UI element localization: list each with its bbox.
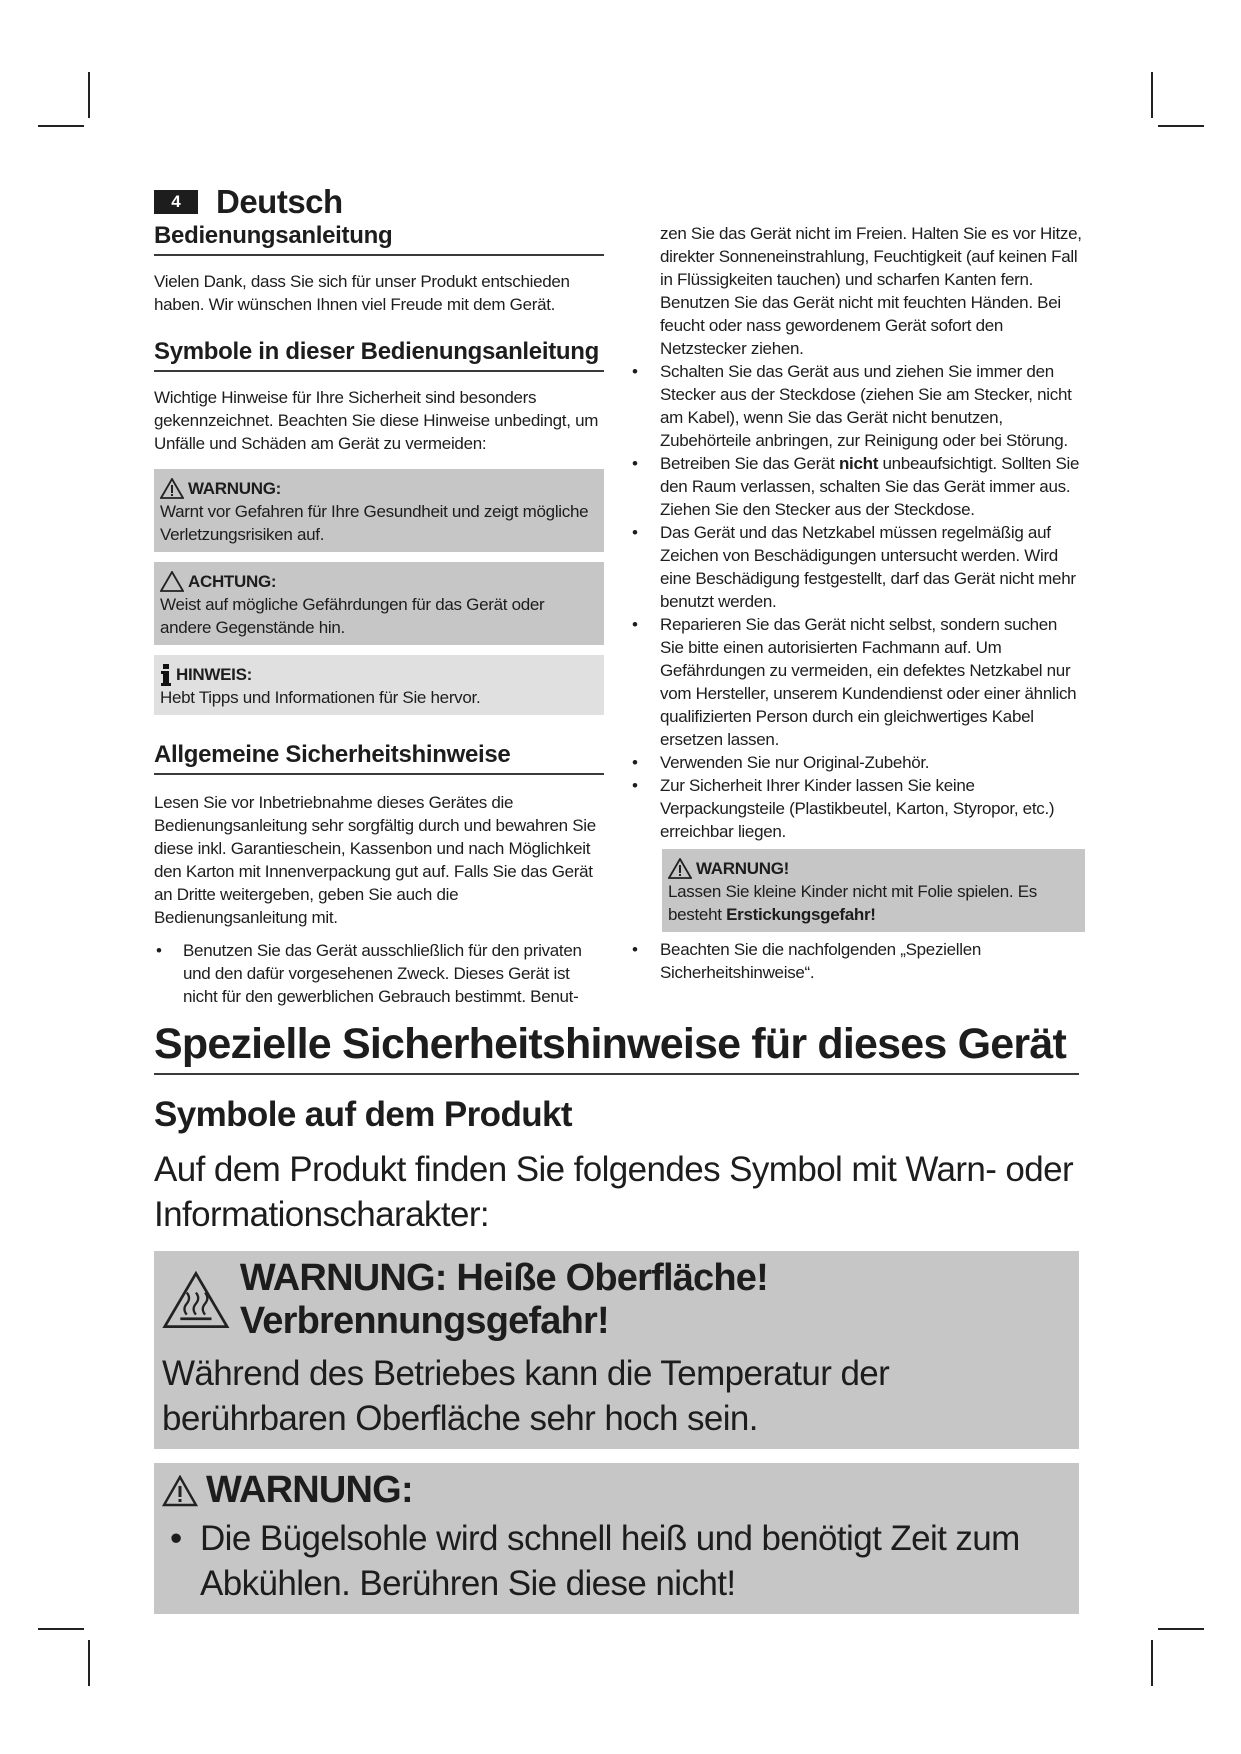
iron-sole-warning-title-row: [162, 1469, 1071, 1512]
product-symbols-title: Symbole auf dem Produkt: [154, 1095, 572, 1134]
list-item: • Zur Sicherheit Ihrer Kinder lassen Sie keine Verpackungsteile (Plastikbeutel, Karton, Styropor, etc.) erreichbar liegen.: [632, 776, 1055, 841]
list-item: • Verwenden Sie nur Original-Zubehör.: [632, 753, 930, 772]
hot-surface-warning-text: Während des Betriebes kann die Temperatur der berührbaren Oberfläche sehr hoch sein.: [162, 1354, 890, 1438]
warning-triangle-icon: [668, 858, 692, 879]
section-title-manual: Bedienungsanleitung: [154, 222, 604, 256]
crop-mark: [1151, 1640, 1153, 1686]
hot-surface-warning-title-row: [162, 1257, 1071, 1343]
hot-surface-icon: [162, 1268, 230, 1332]
list-item: • Reparieren Sie das Gerät nicht selbst, sondern suchen Sie bitte einen autorisierten Fachmann auf. Um Gefährdungen zu vermeiden, ein defektes Netzkabel nur vom Hersteller, unserem Kundendienst oder einer ähnlich qualifizierten Person durch ein gleichwertiges Kabel ersetzen lassen.: [632, 615, 1077, 749]
special-hint-bullet-list: [630, 938, 1085, 984]
crop-mark: [1158, 1628, 1204, 1630]
note-title: HINWEIS:: [176, 665, 252, 684]
hot-surface-warning-box: [154, 1251, 1079, 1449]
crop-mark: [38, 125, 84, 127]
warning-text: Warnt vor Gefahren für Ihre Gesundheit und zeigt mögliche Verletzungsrisiken auf.: [160, 502, 589, 544]
special-section-title: Spezielle Sicherheitshinweise für dieses Gerät: [154, 1020, 1079, 1075]
right-column: [630, 222, 1085, 984]
suffocation-warning-box: [662, 849, 1085, 932]
warning-triangle-icon: [160, 478, 184, 499]
suffocation-warning-text: Lassen Sie kleine Kinder nicht mit Folie spielen. Es besteht Erstickungsgefahr!: [668, 882, 1037, 924]
caution-title: ACHTUNG:: [188, 572, 277, 591]
left-column: [154, 222, 604, 1008]
section-title-symbols: Symbole in dieser Bedienungsanleitung: [154, 338, 604, 372]
note-box: [154, 655, 604, 715]
suffocation-warning-title-row: [668, 857, 1079, 880]
caution-box: [154, 562, 604, 645]
info-icon: [160, 664, 172, 686]
note-text: Hebt Tipps und Informationen für Sie hervor.: [160, 688, 481, 707]
crop-mark: [88, 72, 90, 118]
product-symbols-intro: Auf dem Produkt finden Sie folgendes Symbol mit Warn- oder Informationscharakter:: [154, 1150, 1074, 1234]
crop-mark: [88, 1640, 90, 1686]
list-item: • Betreiben Sie das Gerät nicht unbeaufsichtigt. Sollten Sie den Raum verlassen, schalten Sie das Gerät immer aus. Ziehen Sie den Stecker aus der Steckdose.: [632, 454, 1080, 519]
caution-box-title: [160, 570, 598, 593]
list-item: • Die Bügelsohle wird schnell heiß und benötigt Zeit zum Abkühlen. Berühren Sie diese nicht!: [170, 1519, 1020, 1603]
page-language: Deutsch: [216, 183, 343, 220]
note-box-title: [160, 663, 598, 686]
list-item: • Beachten Sie die nachfolgenden „Speziellen Sicherheitshinweise“.: [632, 940, 982, 982]
iron-sole-warning-box: [154, 1463, 1079, 1614]
continued-text: zen Sie das Gerät nicht im Freien. Halten Sie es vor Hitze, direkter Sonneneinstrahlung, Feuchtigkeit (auf keinen Fall in Flüssigkeiten tauchen) und scharfen Kanten fern. Benutzen Sie das Gerät nicht mit feuchten Händen. Bei feucht oder nass gewordenem Gerät sofort den Netzstecker ziehen.: [660, 224, 1082, 358]
iron-sole-warning-title: WARNUNG:: [206, 1469, 413, 1511]
list-item: • Schalten Sie das Gerät aus und ziehen Sie immer den Stecker aus der Steckdose (ziehen Sie am Stecker, nicht am Kabel), wenn Sie das Gerät nicht benutzen, Zubehörteile anbringen, zur Reinigung oder bei Störung.: [632, 362, 1072, 450]
safety-bullet-list: [630, 360, 1085, 843]
crop-mark: [38, 1628, 84, 1630]
suffocation-warning-title: WARNUNG!: [696, 859, 789, 878]
general-intro-text: Lesen Sie vor Inbetriebnahme dieses Gerätes die Bedienungsanleitung sehr sorgfältig durch und bewahren Sie diese inkl. Garantieschein, Kassenbon und nach Möglichkeit den Karton mit Innenverpackung gut auf. Falls Sie das Gerät an Dritte weitergeben, geben Sie auch die Bedienungsanleitung mit.: [154, 793, 596, 927]
warning-title: WARNUNG:: [188, 479, 281, 498]
caution-triangle-icon: [160, 571, 184, 592]
crop-mark: [1158, 125, 1204, 127]
caution-text: Weist auf mögliche Gefährdungen für das Gerät oder andere Gegenstände hin.: [160, 595, 545, 637]
warning-box: [154, 469, 604, 552]
page-header: [154, 183, 343, 221]
list-item: • Das Gerät und das Netzkabel müssen regelmäßig auf Zeichen von Beschädigungen untersucht werden. Wird eine Beschädigung festgestellt, darf das Gerät nicht mehr benutzt werden.: [632, 523, 1076, 611]
page-number: 4: [154, 190, 198, 214]
list-item: • Benutzen Sie das Gerät ausschließlich für den privaten und den dafür vorgesehenen Zweck. Dieses Gerät ist nicht für den gewerblichen Gebrauch bestimmt. Benut-: [156, 941, 582, 1006]
warning-triangle-icon: [162, 1475, 198, 1507]
crop-mark: [1151, 72, 1153, 118]
section-title-general: Allgemeine Sicherheitshinweise: [154, 741, 604, 775]
special-section: [154, 1020, 1079, 1614]
hot-surface-warning-title: WARNUNG: Heiße Oberfläche! Verbrennungsgefahr!: [239, 1257, 768, 1342]
warning-box-title: [160, 477, 598, 500]
intro-text: Vielen Dank, dass Sie sich für unser Produkt entschieden haben. Wir wünschen Ihnen viel Freude mit dem Gerät.: [154, 272, 570, 314]
symbols-intro-text: Wichtige Hinweise für Ihre Sicherheit sind besonders gekennzeichnet. Beachten Sie diese Hinweise unbedingt, um Unfälle und Schäden am Gerät zu vermeiden:: [154, 388, 599, 453]
general-bullet-list: [154, 939, 604, 1008]
